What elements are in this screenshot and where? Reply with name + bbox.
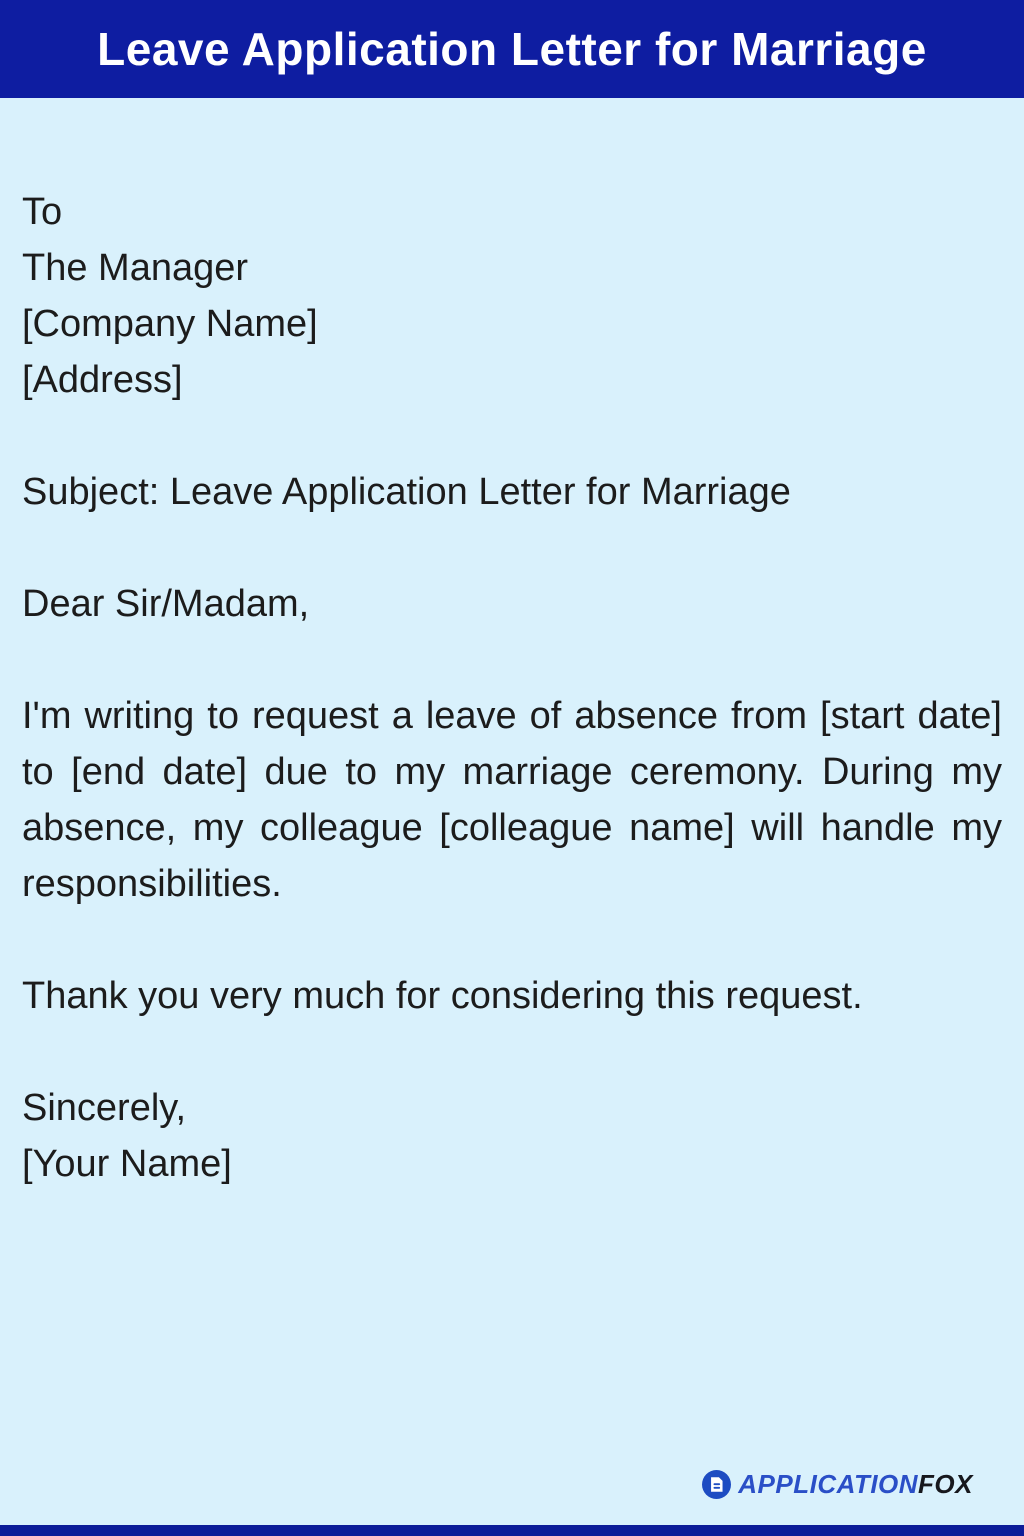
thanks-line: Thank you very much for considering this request. <box>22 975 863 1017</box>
applicationfox-logo <box>702 1469 973 1500</box>
body-paragraph: I'm writing to request a leave of absence from [start date] to [end date] due to my marriage ceremony. During my absence, my colleague [colleague name] will handle my responsibilities. <box>22 695 1002 905</box>
salutation: Dear Sir/Madam, <box>22 583 310 625</box>
recipient-line-manager: The Manager <box>22 247 249 289</box>
subject-line: Subject: Leave Application Letter for Marriage <box>22 471 791 513</box>
closing-block <box>22 1080 1002 1192</box>
recipient-line-company: [Company Name] <box>22 303 318 345</box>
brand-name-primary: APPLICATION <box>738 1469 919 1499</box>
brand-wordmark <box>738 1469 973 1500</box>
bottom-bar <box>0 1525 1024 1536</box>
recipient-line-address: [Address] <box>22 359 183 401</box>
brand-name-secondary: FOX <box>918 1469 973 1499</box>
header-banner <box>0 0 1024 98</box>
letter-body <box>0 98 1024 1192</box>
signature-line: [Your Name] <box>22 1143 232 1185</box>
closing-line: Sincerely, <box>22 1087 187 1129</box>
recipient-block <box>22 184 1002 408</box>
document-icon <box>702 1470 731 1499</box>
recipient-line-to: To <box>22 191 63 233</box>
page-title: Leave Application Letter for Marriage <box>97 23 927 75</box>
